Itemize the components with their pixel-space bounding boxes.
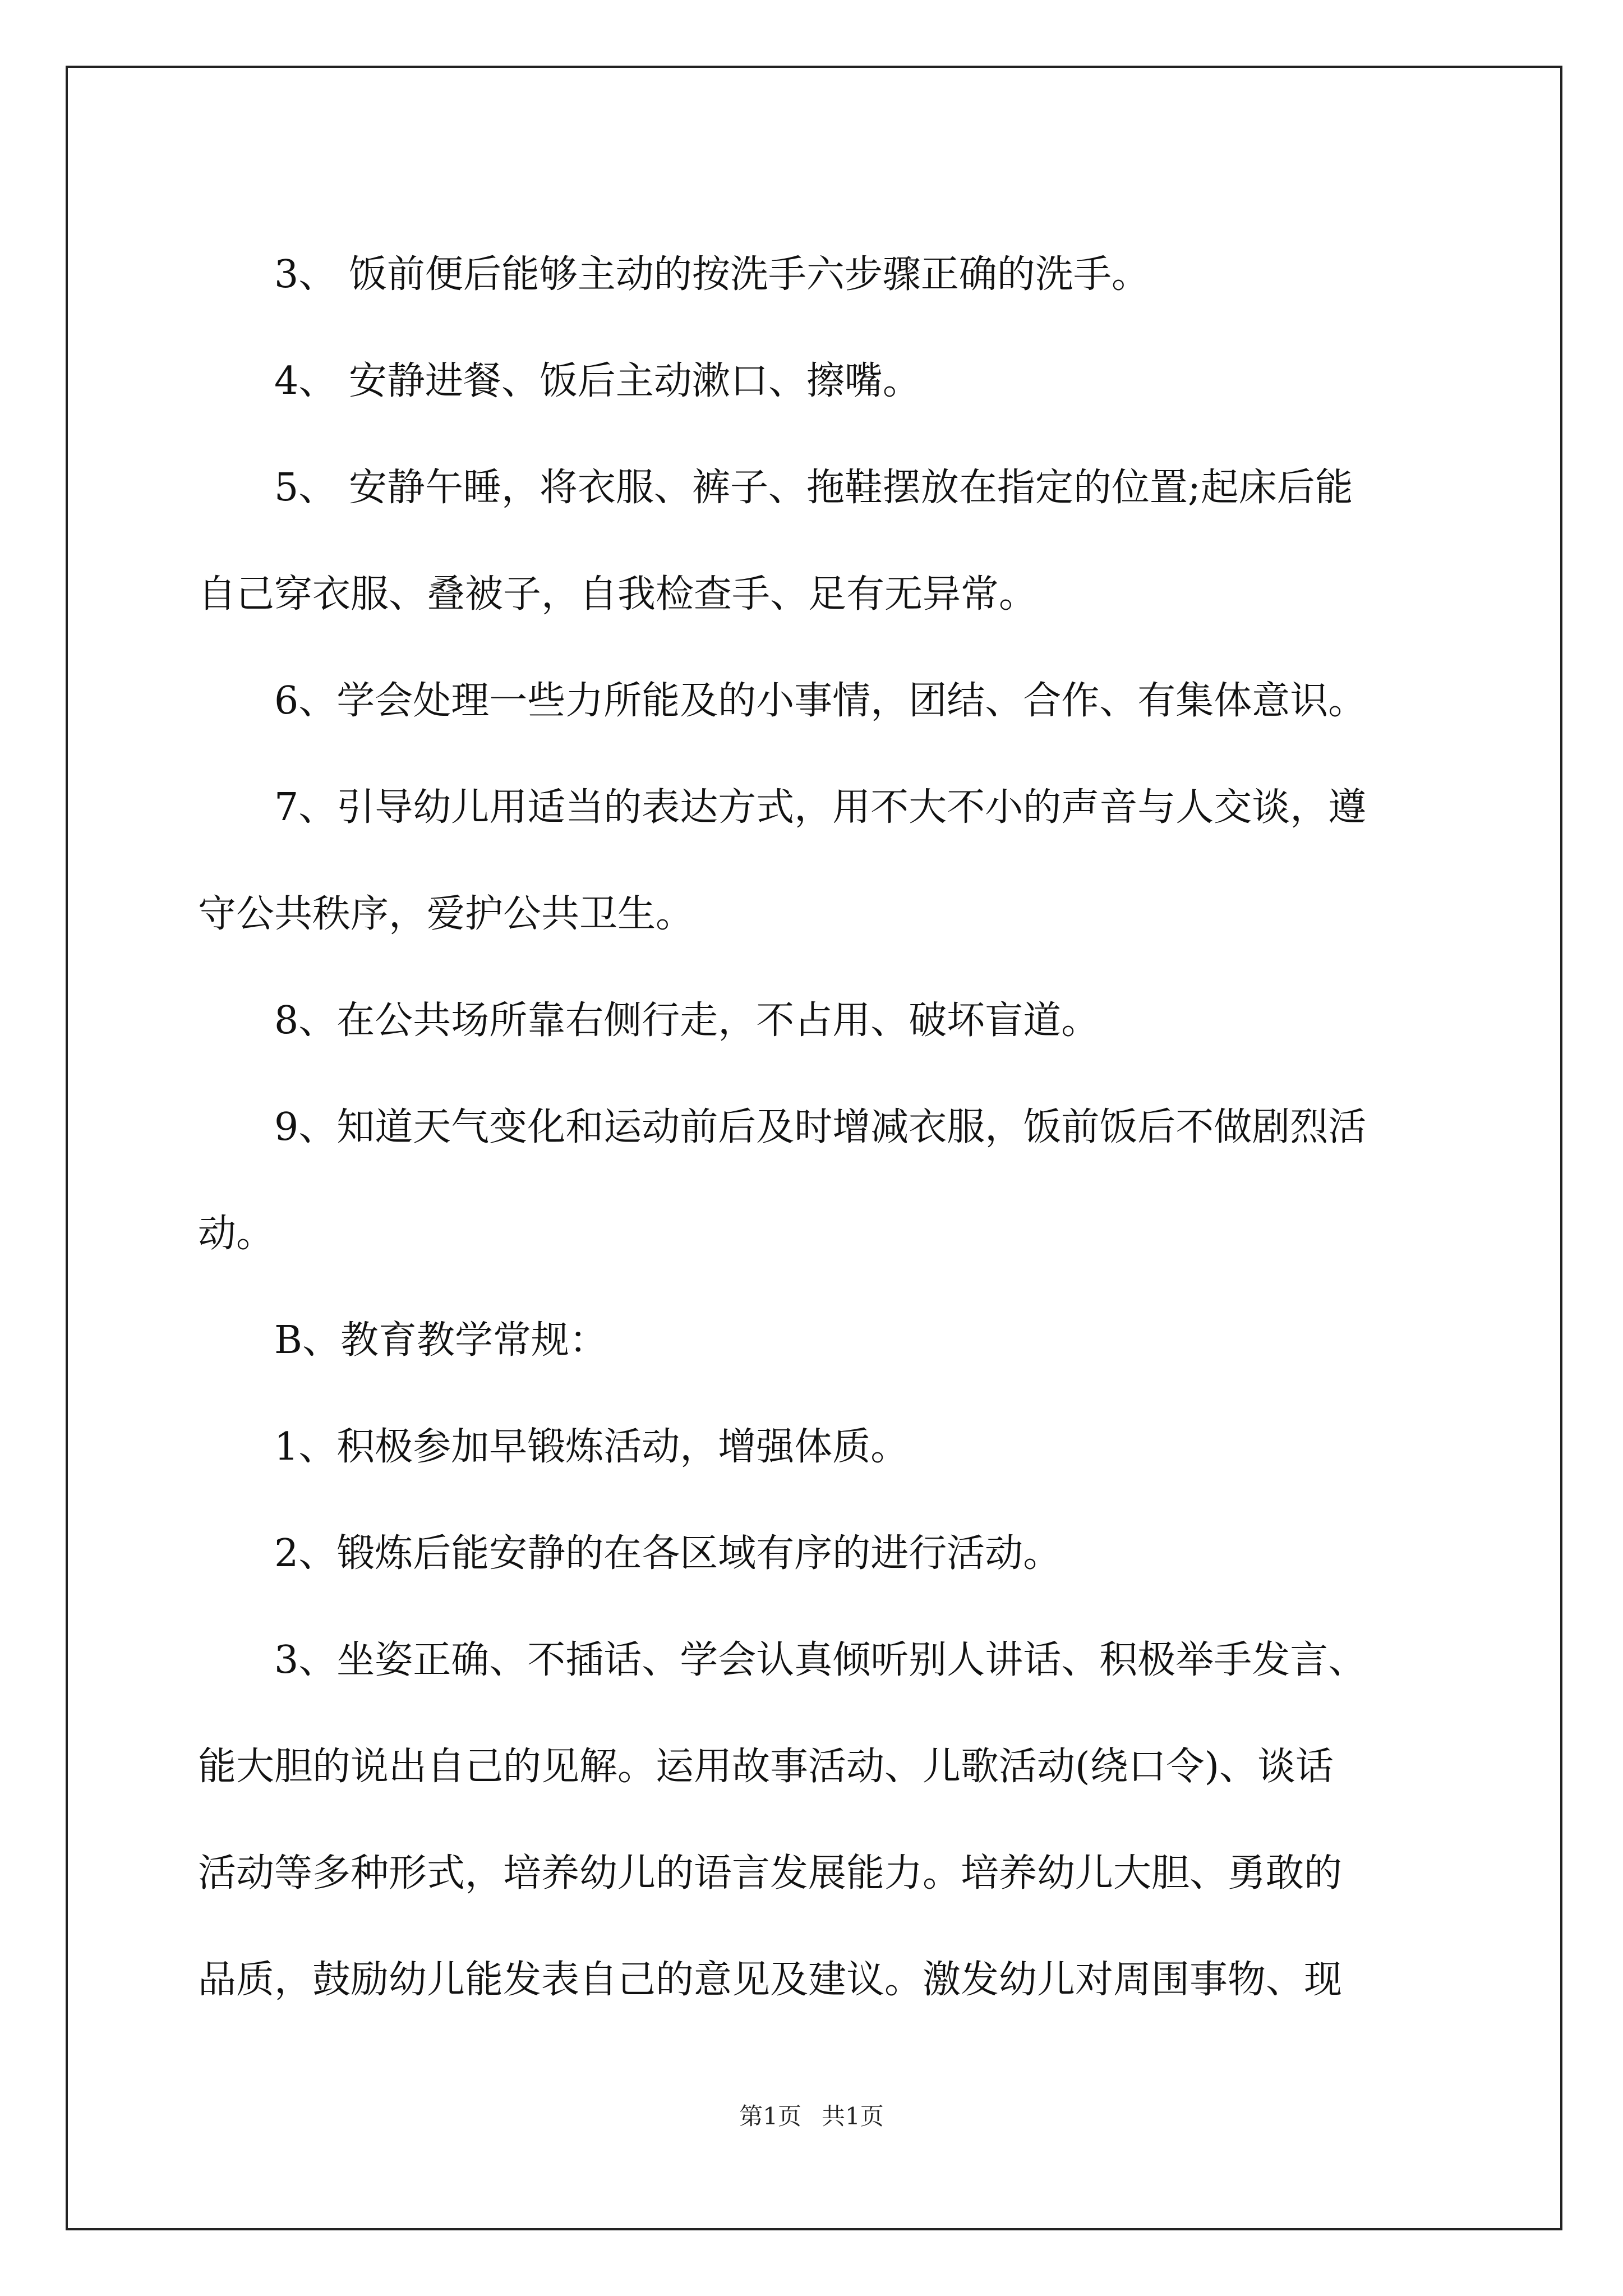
text-line: 能大胆的说出自己的见解。运用故事活动、儿歌活动(绕口令)、谈话 bbox=[198, 1745, 1334, 1789]
text-line: 4、 安静进餐、饭后主动漱口、擦嘴。 bbox=[274, 359, 921, 403]
page-footer bbox=[0, 2098, 1623, 2132]
text-line: 2、锻炼后能安静的在各区域有序的进行活动。 bbox=[274, 1531, 1062, 1576]
document-body bbox=[198, 222, 1454, 2033]
text-line: 自己穿衣服、叠被子，自我检查手、足有无异常。 bbox=[198, 572, 1038, 616]
section-heading: B、教育教学常规： bbox=[274, 1318, 607, 1363]
text-line: 8、在公共场所靠右侧行走，不占用、破坏盲道。 bbox=[274, 999, 1100, 1043]
text-line: 6、学会处理一些力所能及的小事情，团结、合作、有集体意识。 bbox=[274, 679, 1367, 723]
page-count: 共1页 bbox=[822, 2102, 884, 2130]
text-line: 1、积极参加早锻炼活动，增强体质。 bbox=[274, 1425, 909, 1469]
text-line: 守公共秩序，爱护公共卫生。 bbox=[198, 892, 694, 936]
text-line: 3、坐姿正确、不插话、学会认真倾听别人讲话、积极举手发言、 bbox=[274, 1638, 1367, 1682]
text-line: 活动等多种形式，培养幼儿的语言发展能力。培养幼儿大胆、勇敢的 bbox=[198, 1851, 1343, 1895]
text-line: 动。 bbox=[198, 1212, 275, 1256]
text-line: 品质，鼓励幼儿能发表自己的意见及建议。激发幼儿对周围事物、现 bbox=[198, 1958, 1343, 2002]
text-line: 9、知道天气变化和运动前后及时增减衣服，饭前饭后不做剧烈活 bbox=[274, 1105, 1367, 1149]
text-line: 3、 饭前便后能够主动的按洗手六步骤正确的洗手。 bbox=[274, 252, 1150, 297]
text-line: 5、 安静午睡，将衣服、裤子、拖鞋摆放在指定的位置;起床后能 bbox=[274, 466, 1353, 510]
page-number: 第1页 bbox=[739, 2102, 801, 2130]
text-line: 7、引导幼儿用适当的表达方式，用不大不小的声音与人交谈，遵 bbox=[274, 785, 1367, 830]
